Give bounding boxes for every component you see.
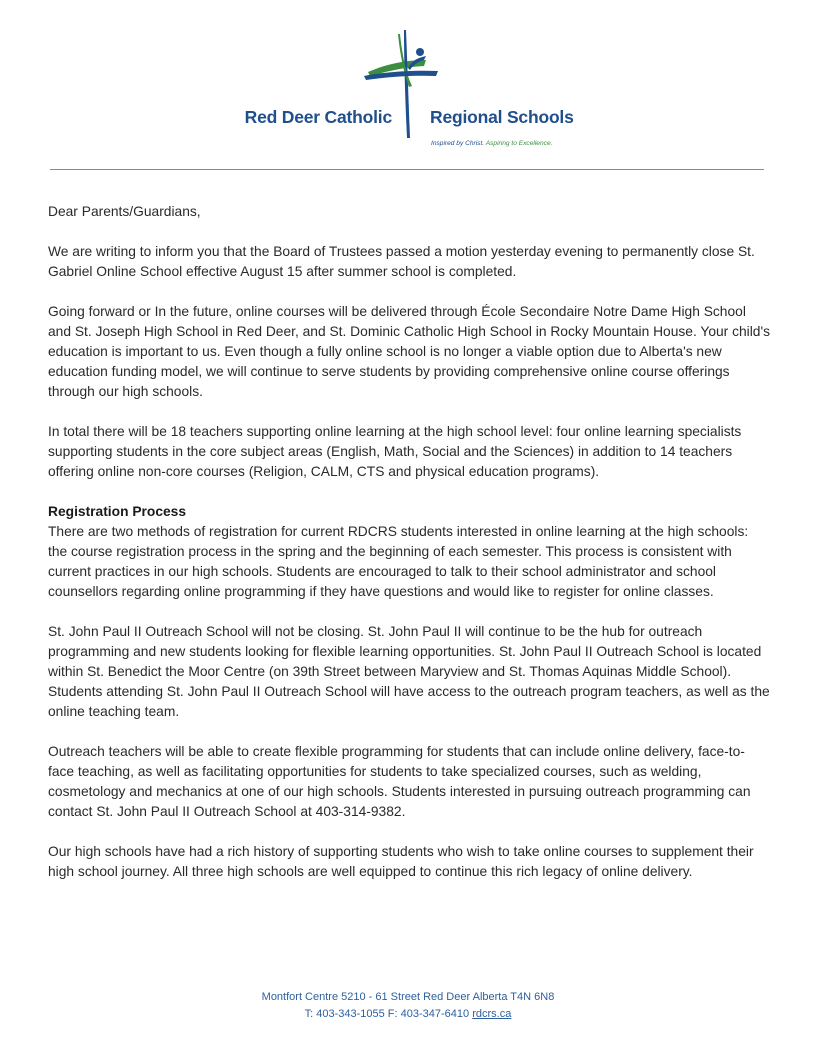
footer [0, 989, 816, 1023]
section-heading-registration: Registration Process [48, 504, 187, 519]
tagline-part1: Inspired by Christ. [431, 140, 485, 147]
paragraph-outreach-school: St. John Paul II Outreach School will not be closing. St. John Paul II will continue to be the hub for outreach programming and new students looking for flexible learning opportunities. St. John Paul II Outreach School is located within St. Benedict the Moor Centre (on 39th Street between Maryview and St. Thomas Aquinas Middle School). Students attending St. John Paul II Outreach School will have access to the outreach program teachers, as well as the online teaching team. [48, 624, 770, 719]
website-link[interactable]: rdcrs.ca [472, 1008, 512, 1020]
org-name-left: Red Deer Catholic [244, 107, 392, 127]
paragraph-teachers: In total there will be 18 teachers supporting online learning at the high school level: four online learning specialists supporting students in the core subject areas (English, Math, Social and the Sciences) in addition to 14 teachers offering online non-core courses (Religion, CALM, CTS and physical education programs). [48, 424, 742, 479]
paragraph-high-schools: Our high schools have had a rich history of supporting students who wish to take online courses to supplement their high school journey. All three high schools are well equipped to continue this rich legacy of online delivery. [48, 844, 754, 879]
paragraph-online-courses: Going forward or In the future, online courses will be delivered through École Secondaire Notre Dame High School and St. Joseph High School in Red Deer, and St. Dominic Catholic High School in Rocky Mountain House. Your child's education is important to us. Even though a fully online school is no longer a viable option due to Alberta's new education funding model, we will continue to serve students by providing comprehensive online course offerings through our high schools. [48, 304, 770, 399]
footer-phones: T: 403-343-1055 F: 403-347-6410 [304, 1008, 470, 1020]
tagline [431, 140, 552, 147]
salutation: Dear Parents/Guardians, [48, 204, 201, 219]
tagline-part2: Aspiring to Excellence. [485, 140, 553, 147]
header-divider [50, 169, 764, 170]
org-name-right: Regional Schools [430, 107, 574, 127]
paragraph-outreach-teachers: Outreach teachers will be able to create flexible programming for students that can include online delivery, face-to-face teaching, as well as facilitating opportunities for students to take specialized courses, such as welding, cosmetology and mechanics at one of our high schools. Students interested in pursuing outreach programming can contact St. John Paul II Outreach School at 403-314-9382. [48, 744, 751, 819]
paragraph-registration: There are two methods of registration for current RDCRS students interested in online learning at the high schools: the course registration process in the spring and the beginning of each semester. This process is consistent with current practices in our high schools. Students are encouraged to talk to their school administrator and school counsellors regarding online programming if they have questions and would like to register for online classes. [48, 524, 749, 599]
paragraph-closure: We are writing to inform you that the Board of Trustees passed a motion yesterday evening to permanently close St. Gabriel Online School effective August 15 after summer school is completed. [48, 244, 755, 279]
letter-body [48, 202, 770, 902]
footer-address: Montfort Centre 5210 - 61 Street Red Deer Alberta T4N 6N8 [261, 991, 555, 1003]
letterhead-logo [0, 22, 816, 147]
footer-contact [0, 1006, 816, 1023]
